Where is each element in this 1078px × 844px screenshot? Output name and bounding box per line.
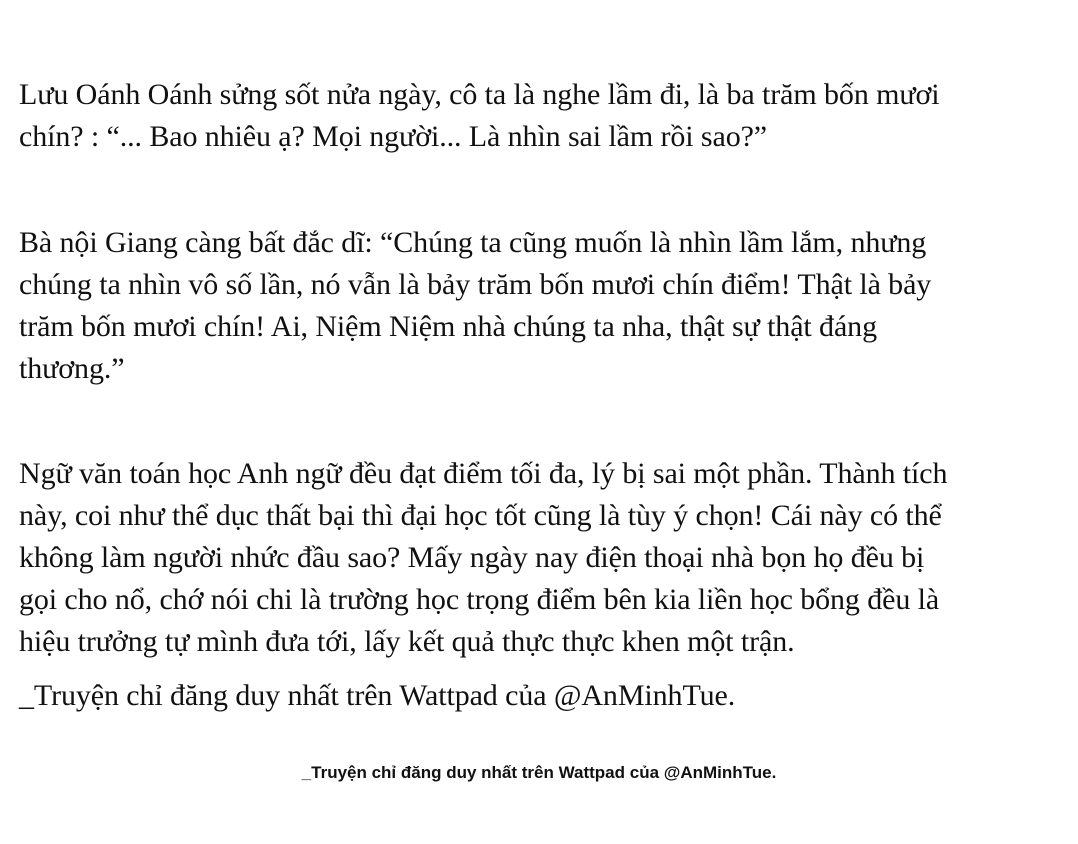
paragraph-1: Lưu Oánh Oánh sửng sốt nửa ngày, cô ta là nghe lầm đi, là ba trăm bốn mươi chín? : “... Bao nhiêu ạ? Mọi người... Là nhìn sai lầm rồi sao?” [19, 78, 940, 153]
paragraph-2: Bà nội Giang càng bất đắc dĩ: “Chúng ta cũng muốn là nhìn lầm lắm, nhưng chúng ta nhìn vô số lần, nó vẫn là bảy trăm bốn mươi chín điểm! Thật là bảy trăm bốn mươi chín! Ai, Niệm Niệm nhà chúng ta nha, thật sự thật đáng thương.” [19, 226, 932, 385]
paragraph-4-source-note: _Truyện chỉ đăng duy nhất trên Wattpad của @AnMinhTue. [19, 679, 736, 712]
footer-watermark: _Truyện chỉ đăng duy nhất trên Wattpad của @AnMinhTue. [301, 763, 777, 782]
paragraph-3: Ngữ văn toán học Anh ngữ đều đạt điểm tối đa, lý bị sai một phần. Thành tích này, coi như thể dục thất bại thì đại học tốt cũng là tùy ý chọn! Cái này có thể không làm người nhức đầu sao? Mấy ngày nay điện thoại nhà bọn họ đều bị gọi cho nổ, chớ nói chi là trường học trọng điểm bên kia liền học bổng đều là hiệu trưởng tự mình đưa tới, lấy kết quả thực thực khen một trận. [19, 457, 948, 658]
